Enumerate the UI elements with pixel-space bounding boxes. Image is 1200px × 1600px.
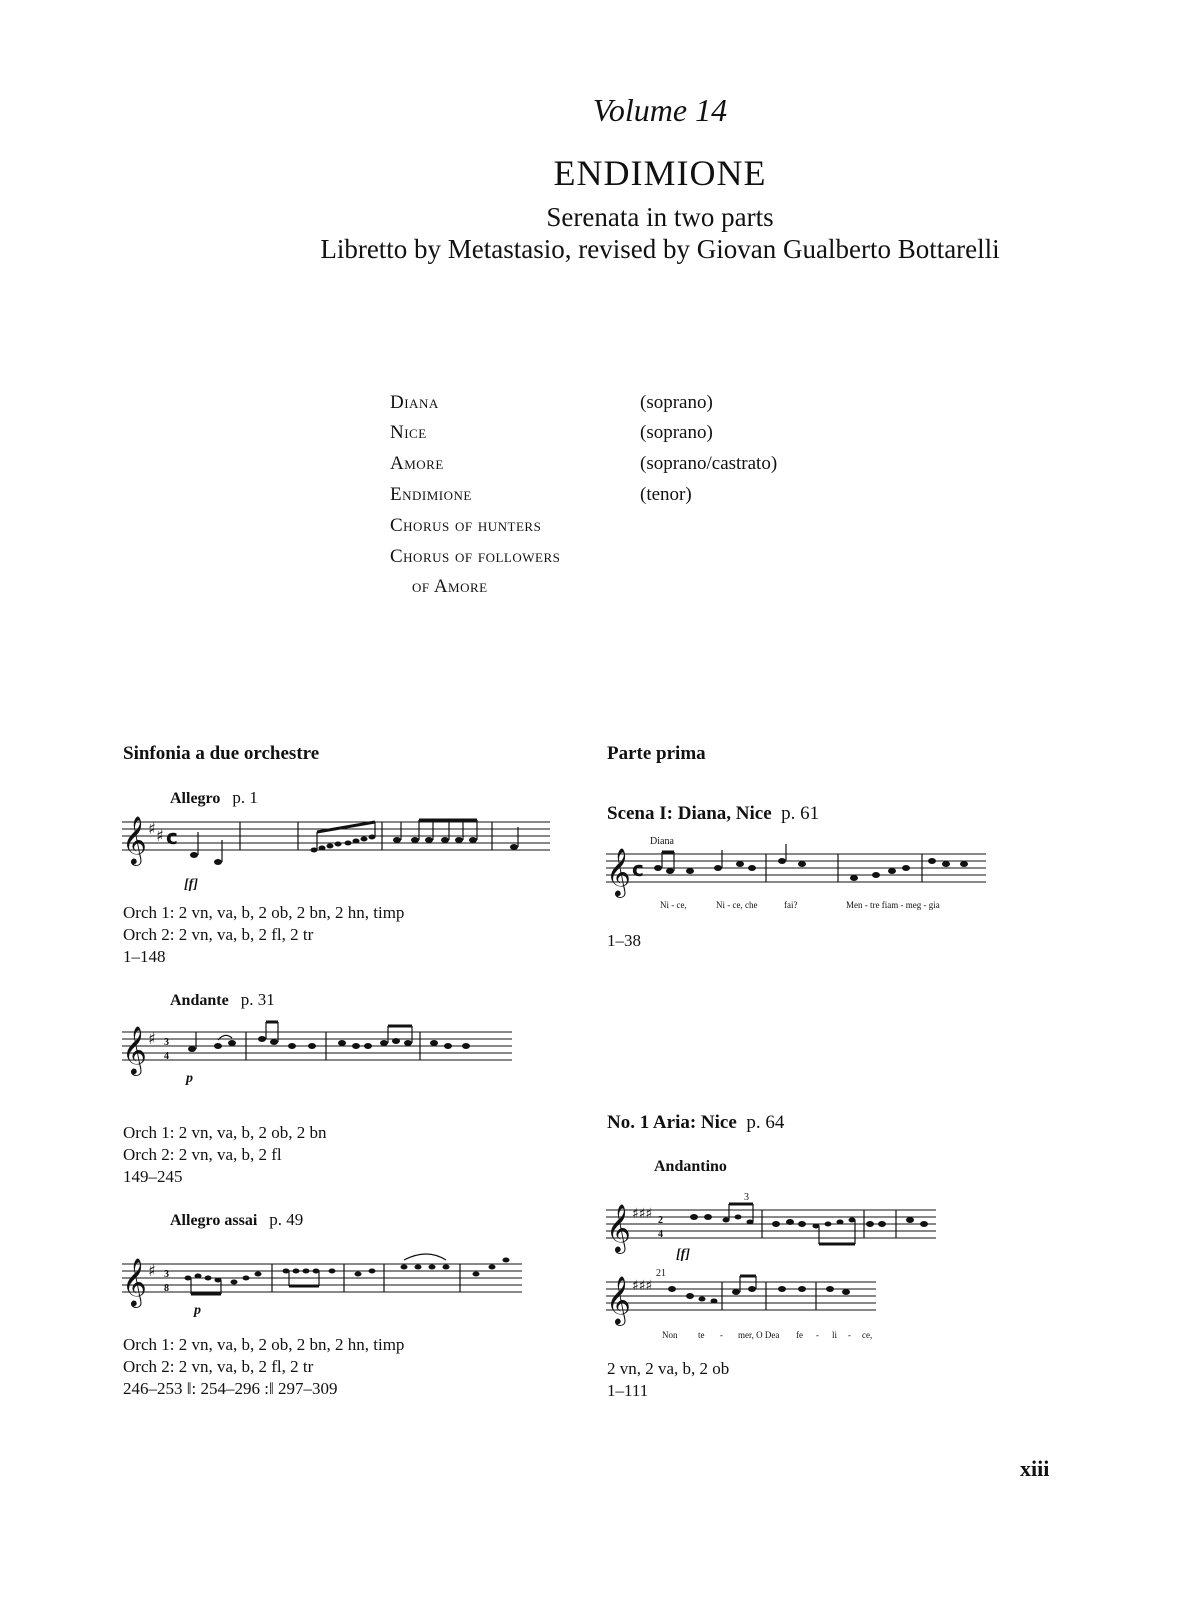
movement-1-tempo bbox=[170, 788, 258, 808]
scena-1-bars: 1–38 bbox=[607, 931, 641, 950]
movement-3-page: p. 49 bbox=[269, 1210, 304, 1229]
aria-1-bars: 1–111 bbox=[607, 1381, 649, 1400]
movement-3-incipit bbox=[122, 1234, 542, 1324]
movement-1-orch1: Orch 1: 2 vn, va, b, 2 ob, 2 bn, 2 hn, timp bbox=[123, 903, 405, 922]
movement-2-bars: 149–245 bbox=[123, 1167, 183, 1186]
common-time-icon: c bbox=[166, 825, 178, 849]
movement-2-orch2: Orch 2: 2 vn, va, b, 2 fl bbox=[123, 1145, 282, 1164]
sharp-icon: ♯ bbox=[148, 1261, 156, 1280]
notes bbox=[654, 844, 968, 882]
aria-1-triplet: 3 bbox=[744, 1192, 749, 1203]
movement-1-orch2: Orch 2: 2 vn, va, b, 2 fl, 2 tr bbox=[123, 925, 314, 944]
scena-1-page: p. 61 bbox=[781, 803, 820, 824]
time-signature-top: 2 bbox=[658, 1215, 663, 1226]
parte-prima-heading: Parte prima bbox=[607, 743, 706, 764]
notes-2 bbox=[668, 1276, 850, 1310]
aria-1-heading bbox=[607, 1112, 784, 1134]
cast-role-chorus-followers: Chorus of followers bbox=[390, 546, 561, 567]
work-subtitle: Serenata in two parts bbox=[546, 202, 774, 232]
page-number: xiii bbox=[1020, 1456, 1050, 1481]
movement-2-dynamic: p bbox=[186, 1071, 193, 1086]
sharp-icon: ♯♯♯ bbox=[632, 1206, 653, 1222]
time-signature-top: 3 bbox=[164, 1037, 169, 1048]
sharp-icon: ♯ bbox=[148, 1029, 156, 1048]
movement-1-bars: 1–148 bbox=[123, 947, 166, 966]
cast-voice-nice: (soprano) bbox=[640, 422, 713, 443]
run-notes bbox=[311, 822, 376, 853]
treble-clef-icon: 𝄞 bbox=[122, 1025, 147, 1074]
sinfonia-heading: Sinfonia a due orchestre bbox=[123, 743, 320, 764]
scena-1-lyric-4: Men - tre fiam - meg - gia bbox=[846, 900, 940, 910]
staff-lines bbox=[122, 1264, 522, 1292]
scena-1-incipit bbox=[606, 832, 996, 912]
staff-lines bbox=[606, 854, 986, 882]
aria-1-measure-number: 21 bbox=[656, 1268, 666, 1279]
movement-1-info bbox=[123, 902, 404, 968]
staff-lines bbox=[122, 1032, 512, 1060]
librettist-line: Libretto by Metastasio, revised by Giovan Gualberto Bottarelli bbox=[320, 234, 1000, 264]
movement-1-dynamic: [f] bbox=[184, 877, 198, 892]
work-title: ENDIMIONE bbox=[553, 153, 767, 193]
aria-1-lyric-3: - bbox=[720, 1330, 723, 1340]
time-signature-bottom: 4 bbox=[658, 1229, 663, 1240]
treble-clef-icon: 𝄞 bbox=[122, 815, 147, 864]
cast-role-diana: Diana bbox=[390, 392, 439, 413]
cast-role-nice: Nice bbox=[390, 422, 427, 443]
scena-1-heading bbox=[607, 803, 819, 825]
aria-1-lyric-6: - bbox=[816, 1330, 819, 1340]
treble-clef-icon: 𝄞 bbox=[122, 1257, 147, 1306]
aria-1-lyric-2: te bbox=[698, 1330, 705, 1340]
aria-1-info bbox=[607, 1358, 729, 1402]
aria-1-scoring: 2 vn, 2 va, b, 2 ob bbox=[607, 1359, 730, 1378]
sharp-icon: ♯ bbox=[156, 826, 164, 845]
aria-1-title: No. 1 Aria: Nice bbox=[607, 1112, 737, 1133]
time-signature-bottom: 4 bbox=[164, 1051, 169, 1062]
movement-3-dynamic: p bbox=[194, 1303, 201, 1318]
movement-3-bars: 246–253 ‖: 254–296 :‖ 297–309 bbox=[123, 1379, 338, 1398]
aria-1-lyric-5: fe bbox=[796, 1330, 803, 1340]
treble-clef-icon: 𝄞 bbox=[606, 847, 631, 896]
time-signature-bottom: 8 bbox=[164, 1283, 169, 1294]
aria-1-incipit bbox=[606, 1186, 956, 1346]
movement-2-info bbox=[123, 1122, 327, 1188]
movement-3-orch2: Orch 2: 2 vn, va, b, 2 fl, 2 tr bbox=[123, 1357, 314, 1376]
movement-1-page: p. 1 bbox=[232, 788, 258, 807]
cast-role-amore: Amore bbox=[390, 453, 444, 474]
aria-1-page: p. 64 bbox=[746, 1112, 785, 1133]
movement-1-tempo-label: Allegro bbox=[170, 790, 221, 807]
movement-2-incipit bbox=[122, 1012, 522, 1092]
movement-1-incipit bbox=[122, 810, 552, 890]
movement-3-orch1: Orch 1: 2 vn, va, b, 2 ob, 2 bn, 2 hn, timp bbox=[123, 1335, 405, 1354]
scena-1-lyric-3: fai? bbox=[784, 900, 798, 910]
staff-lines-1 bbox=[606, 1210, 936, 1238]
movement-3-tempo-label: Allegro assai bbox=[170, 1212, 258, 1229]
cast-voice-diana: (soprano) bbox=[640, 392, 713, 413]
aria-1-lyric-1: Non bbox=[662, 1330, 678, 1340]
cast-role-endimione: Endimione bbox=[390, 484, 472, 505]
aria-1-lyric-8: - bbox=[848, 1330, 851, 1340]
eighth-notes bbox=[393, 820, 477, 843]
cast-role-chorus-followers-cont: of Amore bbox=[412, 576, 488, 597]
aria-1-lyric-4: mer, O Dea bbox=[738, 1330, 780, 1340]
aria-1-tempo: Andantino bbox=[654, 1158, 727, 1175]
notes bbox=[185, 1254, 510, 1294]
scena-1-title: Scena I: Diana, Nice bbox=[607, 803, 772, 824]
treble-clef-icon: 𝄞 bbox=[606, 1275, 631, 1324]
movement-3-tempo bbox=[170, 1210, 303, 1230]
cast-role-chorus-hunters: Chorus of hunters bbox=[390, 515, 542, 536]
movement-2-tempo bbox=[170, 990, 275, 1010]
cast-voice-amore: (soprano/castrato) bbox=[640, 453, 778, 474]
scena-1-singer: Diana bbox=[650, 836, 674, 847]
volume-label: Volume 14 bbox=[592, 92, 728, 128]
scena-1-lyric-1: Ni - ce, bbox=[660, 900, 687, 910]
movement-2-orch1: Orch 1: 2 vn, va, b, 2 ob, 2 bn bbox=[123, 1123, 327, 1142]
movement-2-tempo-label: Andante bbox=[170, 992, 229, 1009]
cast-voice-endimione: (tenor) bbox=[640, 484, 692, 505]
aria-1-lyric-7: li bbox=[832, 1330, 838, 1340]
aria-1-dynamic: [f] bbox=[676, 1247, 690, 1262]
movement-2-page: p. 31 bbox=[240, 990, 275, 1009]
notes bbox=[188, 1022, 470, 1060]
sharp-icon: ♯ bbox=[148, 819, 156, 838]
scena-1-lyric-2: Ni - ce, che bbox=[716, 900, 758, 910]
time-signature-top: 3 bbox=[164, 1269, 169, 1280]
common-time-icon: c bbox=[632, 857, 644, 881]
movement-3-info bbox=[123, 1334, 404, 1400]
aria-1-lyric-9: ce, bbox=[862, 1330, 873, 1340]
treble-clef-icon: 𝄞 bbox=[606, 1203, 631, 1252]
sharp-icon: ♯♯♯ bbox=[632, 1278, 653, 1294]
